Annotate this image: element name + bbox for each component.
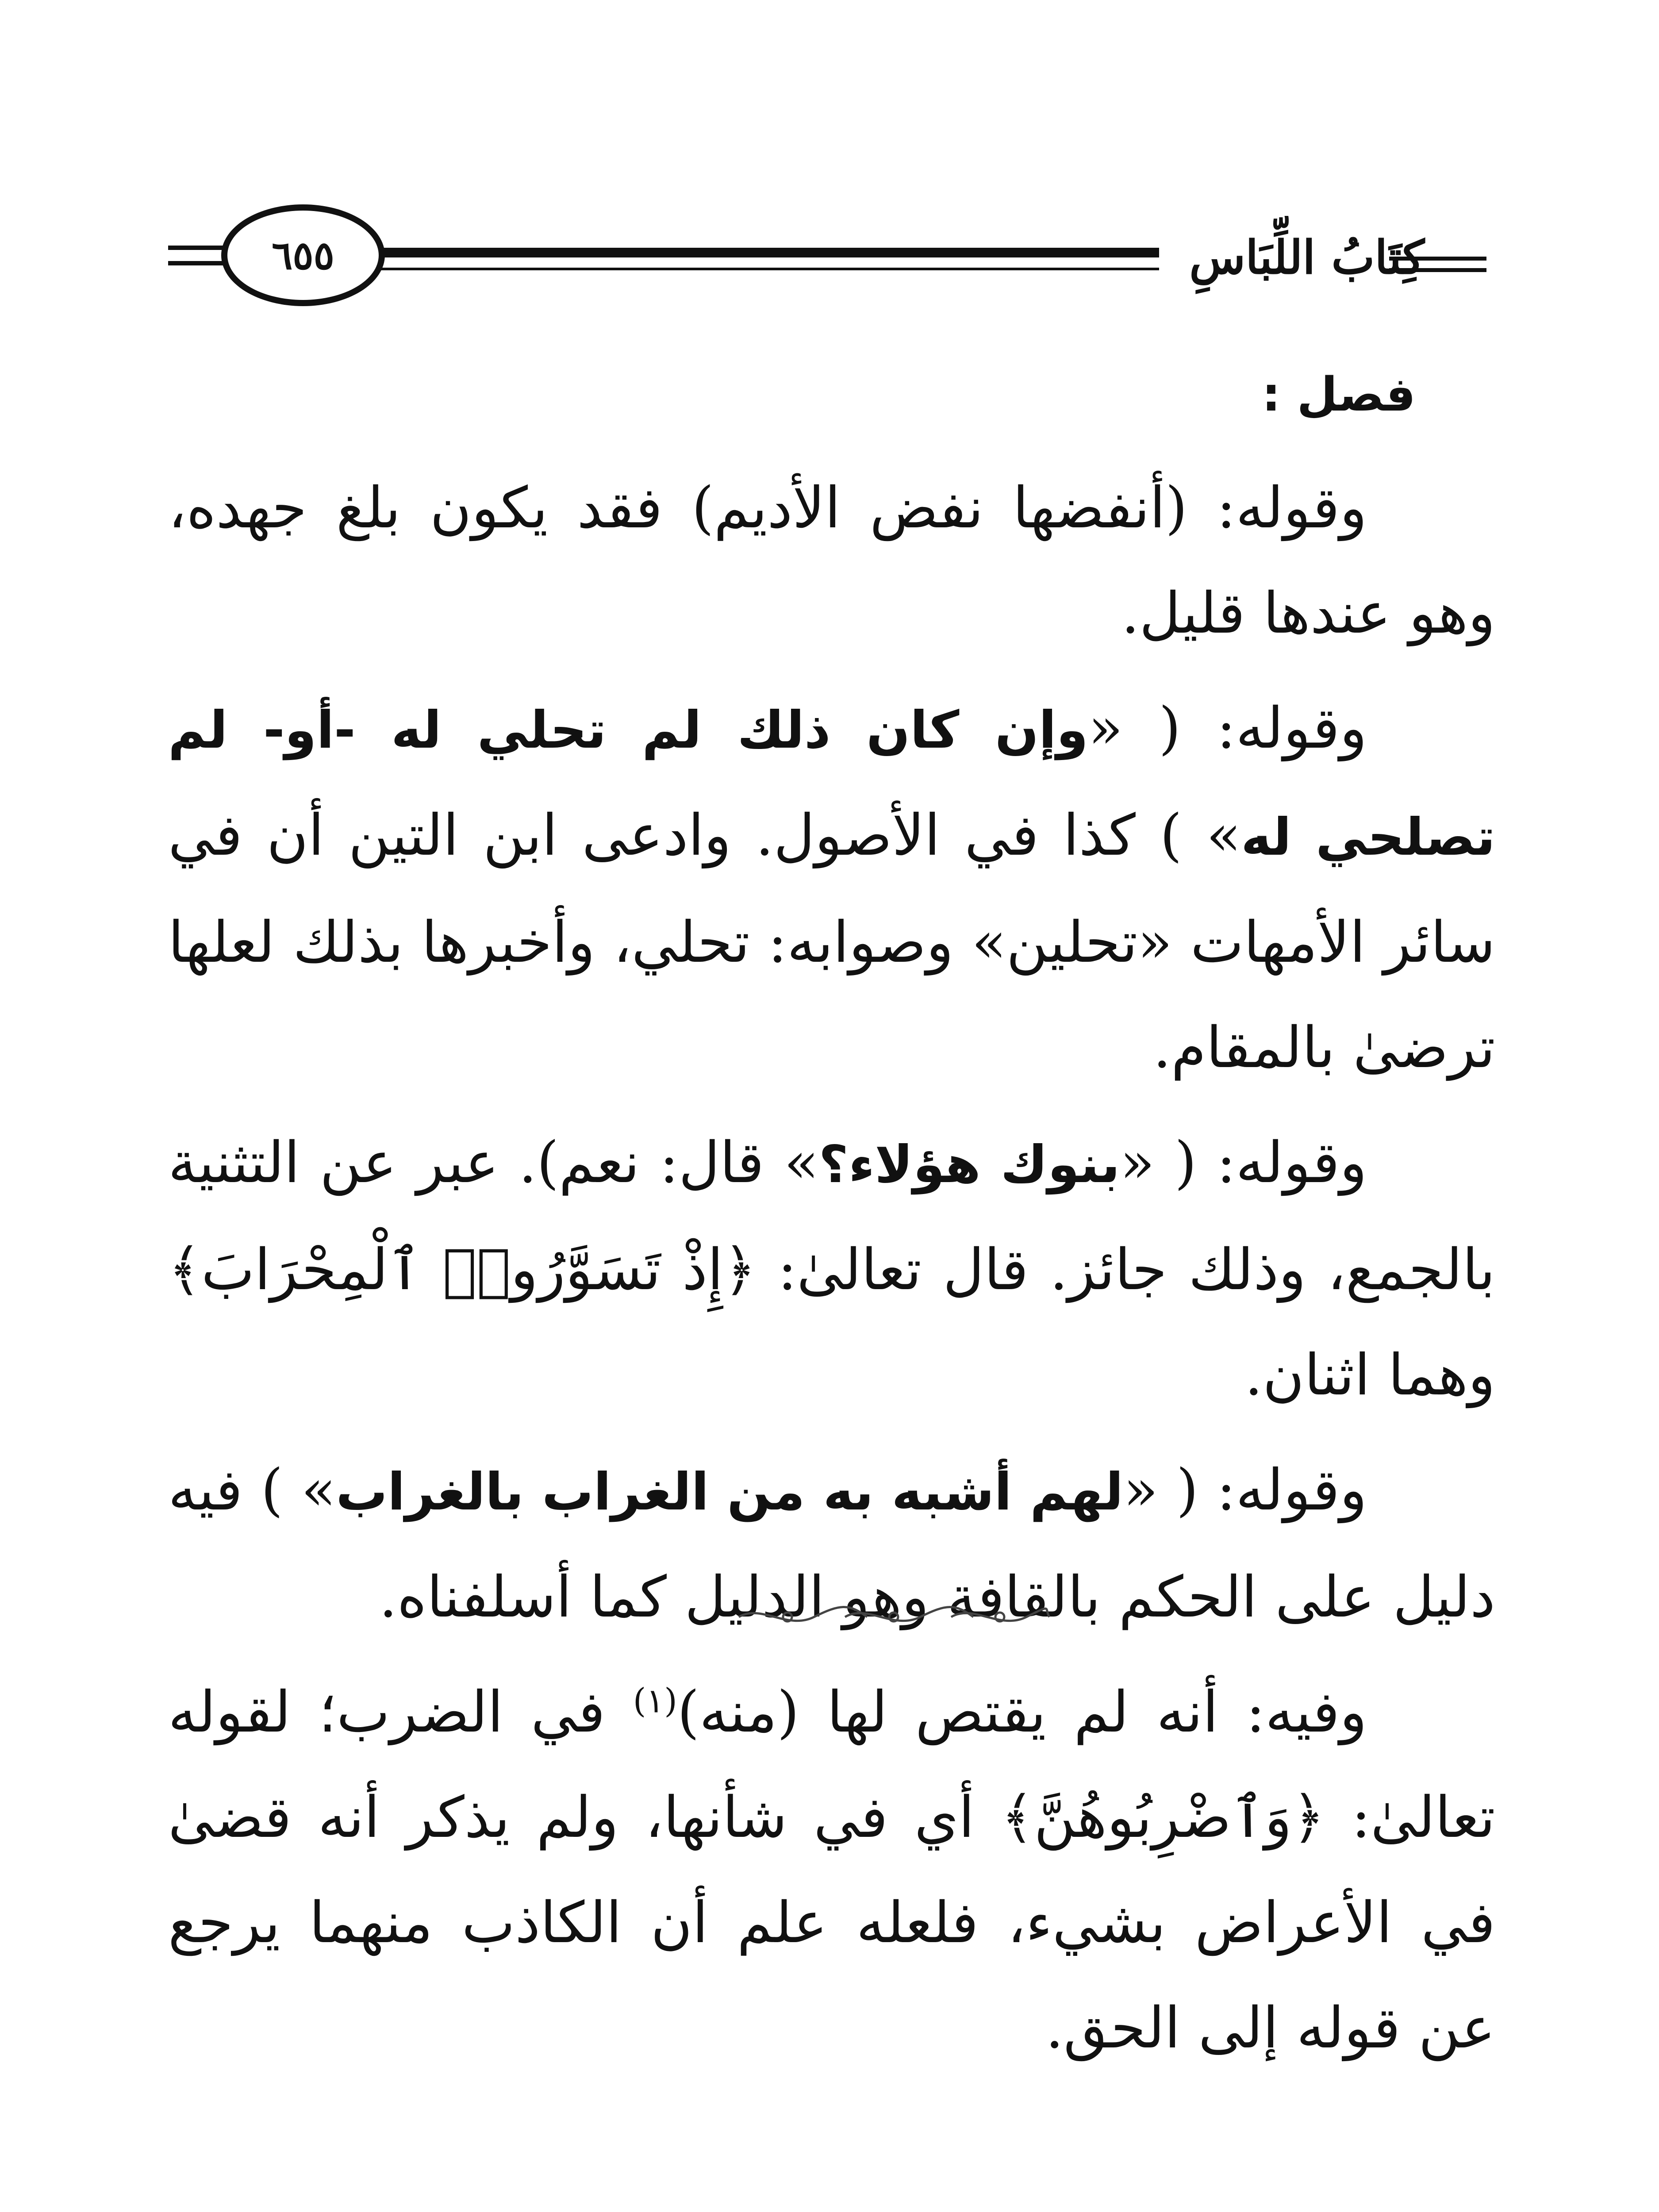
body-text <box>168 456 1495 2091</box>
paragraph: وقوله: ( «وإن كان ذلك لم تحلي له -أو- لم تصلحي له» ) كذا في الأصول. وادعى ابن التين أن في سائر الأمهات «تحلين» وصوابه: تحلي، وأخبرها بذلك لعلها ترضىٰ بالمقام. <box>168 695 1496 1081</box>
page-number: ٦٥٥ <box>272 232 334 278</box>
running-header-title: كِتَابُ اللِّبَاسِ <box>1189 230 1425 284</box>
header-rule-middle-thin <box>380 268 1159 270</box>
header-rule-left-bottom <box>168 261 226 265</box>
header-rule-middle-thick <box>380 248 1159 257</box>
section-title: فصل : <box>1262 367 1416 422</box>
quoted-hadith: لهم أشبه به من الغراب بالغراب <box>336 1462 1124 1522</box>
page-number-badge <box>221 204 385 306</box>
paragraph: وقوله: ( «بنوك هؤلاء؟» قال: نعم). عبر عن التثنية بالجمع، وذلك جائز. قال تعالىٰ: ﴿إِذْ تَسَوَّرُوا۟ ٱلْمِحْرَابَ﴾ وهما اثنان. <box>168 1130 1496 1408</box>
footnote-marker: (١) <box>633 1681 677 1720</box>
quoted-hadith: وإن كان ذلك لم تحلي له -أو- لم تصلحي له <box>168 700 1496 867</box>
paragraph: وقوله: (أنفضها نفض الأديم) فقد يكون بلغ جهده، وهو عندها قليل. <box>168 475 1495 646</box>
quoted-hadith: بنوك هؤلاء؟ <box>818 1135 1120 1194</box>
header-rule-left-top <box>168 246 226 250</box>
section-end-ornament <box>734 1601 1053 1632</box>
paragraph: وقوله: ( «لهم أشبه به من الغراب بالغراب» ) فيه دليل على الحكم بالقافة وهو الدليل كما أسلفناه. <box>168 1457 1495 1630</box>
paragraph: وفيه: أنه لم يقتص لها (منه)$^{(١)}$ في الضرب؛ لقوله تعالىٰ: ﴿وَٱضْرِبُوهُنَّ﴾ أي في شأنها، ولم يذكر أنه قضىٰ في الأعراض بشيء، فلعله علم أن الكاذب منهما يرجع عن قوله إلى الحق. <box>168 1679 1495 2061</box>
